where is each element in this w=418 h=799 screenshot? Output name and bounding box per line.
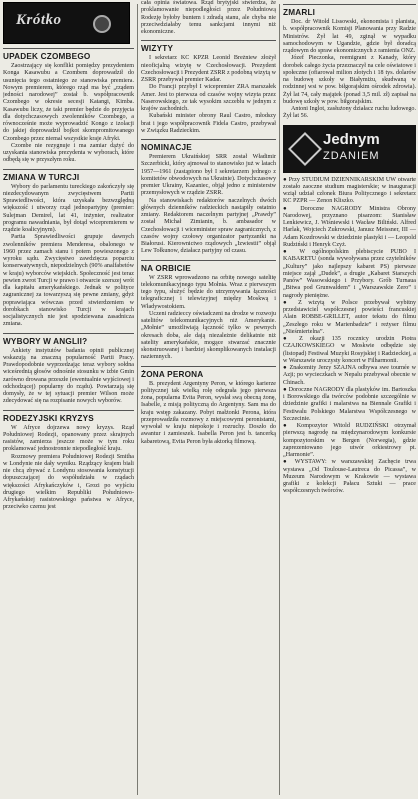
column-right (283, 0, 416, 799)
logo-line-1: Jednym (323, 130, 380, 148)
article-paragraph: Czombe nie rezygnuje i ma zamiar dążyć do uzyskania stanowiska prezydenta w wyborach, które odbędą się w przyszłym roku. (3, 142, 134, 164)
article (3, 333, 134, 406)
article (3, 410, 134, 512)
column-middle (141, 0, 276, 799)
article-headline: ZMARLI (283, 4, 416, 17)
article-paragraph: ● Przy STUDIUM DZIENNIKARSKIM UW otwarte zostało zaoczne studium magisterskie; w inauguracji wziął udział członek Biura Politycznego i sekretarz KC PZPR — Zenon Kliszko. (283, 176, 416, 205)
article (283, 4, 416, 121)
article-paragraph: Rozmowy premiera Południowej Rodezji Smitha w Londynie nie dały wyniku. Rządzący krajem biali nie chcą zbywać z Londynu stosowania konstytucji dopuszczającej do współudziału w rządach większości Afrykańczyków i, Grozi po wyjściu drugiego wielkim Republiki Południowo-Afrykańskiej rasistowskiego państwa w Afryce, przeciwko czemu jest (3, 453, 134, 511)
article (3, 48, 134, 165)
logo-emblem-icon (93, 15, 111, 33)
article-paragraph: ● Znakomity Jerzy SZAJNA odbywa swe tournée w Azji; po wycieczkach w Nepalu przebywał obecnie w Chinach. (283, 365, 416, 386)
article-paragraph: Doc. dr Witold Lissowski, ekonomista i planista, b. współpracownik Komisji Planowania przy Radzie Ministrów. Żył lat 49, zginął w wypadku samochodowym w Ugandzie, gdzie był doradcą rządowym do spraw ekonomicznych z ramienia ONZ. (283, 19, 416, 54)
diamond-icon (288, 132, 322, 166)
article-paragraph: W ZSRR wprowadzono na orbitę nowego satelitę telekomunikacyjnego typu Mołnia. Wraz z pierwszym tego typu, służyć będzie do utrzymywania łączności telegraficznej i telewizyjnej między Moskwą i Władywostokiem. (141, 274, 276, 310)
column-left (3, 0, 134, 799)
article-paragraph: Ankiety instytutów badania opinii publicznej wskazują na znaczną popularność Partii Pracy. Prawdopodobnie wyprzedzając teraz wybory sołdna wiceśrednią głosów odnośnie stosunku w izbie Gmin zarówno drowana przeszłe (ewentualnie wyjściowej i odchodzącej) popularny do rządu). Powtarzają się domysły, że w tej sytuacji premier Wilson może zdecydować się na rozpisanie nowych wyborów. (3, 347, 134, 405)
article-headline: NA ORBICIE (141, 260, 276, 273)
article-paragraph: Wybory do parlamentu tureckiego zakończyły się niezdecydowanym zwycięstwem Partii Sprawiedliwości, która uzyskała bezwzględną większość i utworzy rząd jednopartyjny (premier: Sulejman Demirel, lat 41, inżynier, realizator programu nawadniania, był dotąd wicepremierem w rządzie koalicyjnym). (3, 183, 134, 233)
article (141, 139, 276, 256)
article (141, 260, 276, 362)
article-paragraph: Do Francji przybył I wicepremier ZRA marszałek Amer. Jest to pierwsza od czasów wojny wizyta przez Naserowskiego, ze tak wysokim szczeblu w jednym z krajów zachodnich. (141, 84, 276, 112)
krotko-logo-text: Krótko (16, 12, 62, 28)
article-paragraph: Zaostrzający się konflikt pomiędzy prezydentem Konga Kasawubu a Czombem doprowadził do usunięcia tego ostatniego ze stanowiska premiera. Nowym premierem, którego rząd ma być „rządem jedności narodowej” został b. współpracownik Czombego w okresie secesji Katangi, Kimba. Kasawubu liczy, że taki premier będzie do przyjęcia dla dotychczasowych zwolenników Czombego, a równocześnie może wyprowadzić Kongo z izolacji do jakiej doprowadził bojkot skompromitowanego Czombego przez niemal wszystkie kraje Afryki. (3, 63, 134, 142)
article-paragraph: Józef Pieczonka, reemigrant z Kanady, który dorobek całego życia przeznaczył na cele oświatowe i społeczne (ofiarował milion złotych i 18 tys. dolarów na budowę szkoły w Białymiżu, skudwaną w rodzinnej wsi w pow. biłgorajskim ośrodek zdrowia). Żył lat 74, cały majątek (ponad 3,5 mil. zł) zapisał na budowę szkoły w pow. biłgorajskim. (283, 55, 416, 105)
article-headline: ŻONA PERONA (141, 366, 276, 379)
article (283, 177, 416, 496)
article (141, 366, 276, 446)
column-divider (279, 4, 280, 795)
article-paragraph: W Afryce dojrzewa nowy kryzys. Rząd Południowej Rodezji, opanowany przez skrajnych rasistów, zamierza jeszcze może w tym roku proklamować jednostronnie niepodległość kraju. (3, 424, 134, 453)
article-headline: WYBORY W ANGLII? (3, 333, 134, 346)
article-headline: ZMIANA W TURCJI (3, 169, 134, 182)
article-paragraph: Uczeni radzieccy oświadczeni na drodze w rozwoju satelitów telekomunikacyjnych niż Amerykanie. „Mołnie” umożliwiają łączność tylko w pewnych okresach doba, ale dają niezależnie delikatnie niż satelity amerykańskie, mogące stwarzać znacznie skonstruowanej i bardziej skomplikowanych instalacji naziemnych. (141, 310, 276, 361)
article-paragraph: Antoni Inglot, zasłużony działacz ruchu ludowego. Żył lat 56. (283, 106, 416, 120)
article-paragraph: Na stanowiskach redaktorów naczelnych dwóch głównych dzienników radzieckich nastąpiły ostatnio zmiany. Redaktorem naczelnym partyjnej „Prawdy” został Michał Zimianin, b. ambasador w Czechosłowacji i wiceminister spraw zagranicznych, z czasów wojny czołowy organizator partyzantki na Białorusi. Kierownictwo rządowych „Izwiestii” objął Lew Tołkunow, działacz partyjny od czasu. (141, 197, 276, 255)
column-divider (137, 4, 138, 795)
article-paragraph: ● WYSTAWY: w warszawskiej Zachęcie trwa wystawa „Od Toulouse-Lautreca do Picassa”, w Muzeum Narodowym w Krakowie — wystawa grafiki z kolekcji Pałacu Sztuki — prace współczesnych twórców. (283, 459, 416, 495)
article-paragraph: ● Doroczne NAGRODY Ministra Obrony Narodowej, przyznano pisarzom: Stanisław Lenkiewicz, J. Wiśniewski i Wacław Biliński. Alfred Harlak, Wojciech Zukrowski, Janusz Meissner, III — Adam Kozdrowski w dziedzinie plastyki i — Leopold Rudziński i Henryk Czyż. (283, 205, 416, 248)
article (3, 169, 134, 329)
article-paragraph: Kubański minister obrony Raul Castro, młodszy brat i jego współpracownik Fidela Castro, przebywał w Związku Radzieckim. (141, 113, 276, 134)
article-paragraph: ● Kompozytor Witold RUDZIŃSKI otrzymał pierwszą nagrodę na międzynarodowym konkursie kompozytorskim w Bergen (Norwegia), gdzie zaprezentowano jego utwór orkiestrowy pt. „Harmonie”. (283, 423, 416, 458)
article-paragraph: ● Z okazji 135 rocznicy urodzin Piotra CZAJKOWSKIEGO w Moskwie odbędzie się (listopad) Festiwal Muzyki Rosyjskiej i Radzieckiej, a w Warszawie uroczysty koncert w Filharmonii. (283, 336, 416, 364)
article-paragraph: cała opinia światowa. Rząd brytyjski stwierdza, że proklamowanie niepodległości przez Południową Rodezję byłoby buntem i zdradą stanu, ale chyba nie przeciwdziałaby temu sankcjami innymi niż ekonomiczne. (141, 0, 276, 35)
logo-line-2: ZDANIEM (323, 149, 380, 162)
article (141, 0, 276, 36)
article-paragraph: ● W ogólnopolskim plebiscycie PUBO I KABARETU (sonda wywoływana przez czytelników „Kultury” jako najlepszy kabaret PS) pierwsze miejsce zajął „Dudek”, a drugie „Kabaret Starszych Panów” Wasowskiego i Przybory. Grób Turnaua „Bitwa pod Grunwaldem” i „Warszawskie Zero” i nagrody pieniężne. (283, 249, 416, 299)
krotko-logo (3, 2, 130, 44)
article-headline: WIZYTY (141, 40, 276, 53)
article-paragraph: Partia Sprawiedliwości grupuje dawnych zwolenników premiera Menderesa, obalonego w 1960 przez zamach stanu i potem powieszonego z wyroku sądu. Zwycięstwo zawdzięcza poparciu konserwatywnych, niepodzielnych (90% analfabetów w kraju) wyborców wiejskich. Społeczność jest teraz pewien zwrot Turcji w prawo i otwarcie szerszej wrót dla kapitału amerykańskiego. Jednak w polityce zagranicznej za towarzyszą się pewne zmiany, gdyż poprawiająca wówczas przed stwierdzeniem w dorobkach stanowisko Turcji w krajach socjalistycznych nie jest spodziewana zasadnicza zmiana. (3, 234, 134, 328)
article-paragraph: ● Z wizytą w Polsce przebywał wybitny przedstawiciel współczesnej powieści francuskiej Alain ROBBE-GRILLET, autor tekstu do filmu „Zeszłego roku w Marienbadzie” i reżyser filmu „Nieśmiertelna”. (283, 299, 416, 335)
article-headline: NOMINACJE (141, 139, 276, 152)
article-headline: UPADEK CZOMBEGO (3, 48, 134, 61)
jednym-zdaniem-logo (283, 125, 416, 173)
article-paragraph: Premierem Ukraińskiej SRR został Władimir Szczerbicki, który ajmował to stanowisko już w latach 1957—1961 (zastąpiono był I sekretarzem jednego z komitetów obwodowych na Ukrainie). Dotychczasowy premier Ukrainy, Kazaniec, objął jedno z ministerstw przemysłowych w rządzie ZSRR. (141, 154, 276, 197)
article-paragraph: ● Doroczne NAGRODY dla plastyków im. Bartoszka i Borowskiego dla twórców podobnie szczególnie w dziedzinie grafiki i malarstwa na Biennale Grafiki i Festiwalu Polskiego Malarstwa Współczesnego w Szczecinie. (283, 386, 416, 422)
article-paragraph: I sekretarz KC KPZR Leonid Breżniew złożył nieoficjalną wizytę w Czechosłowacji. Prezydent Czechosłowacji i Prezydent ZSRR z podobną wizytą w ZSRR przebywał premier Kadar. (141, 55, 276, 83)
article (141, 40, 276, 135)
article-paragraph: B. prezydent Argentyny Peron, w którego karierze politycznej tak wielką rolę odegrała jego pierwsza żona, popularna Evita Peron, wysłał swą obecną żonę, Isabelle, z misją polityczną do Argentyny. Sam ma do kraju wstęp zakazany. Pobyt małżonki Perona, która przeprowadziła rozmowy z miejscowymi peronistami, wywołał w kraju niepokoje i rozruchy. Doszło do awantur i zamieszek. Isabella Peron jest b. tancerką kabaretową, Evita Peron była aktorką filmową. (141, 380, 276, 445)
article-headline: RODEZYJSKI KRYZYS (3, 410, 134, 423)
